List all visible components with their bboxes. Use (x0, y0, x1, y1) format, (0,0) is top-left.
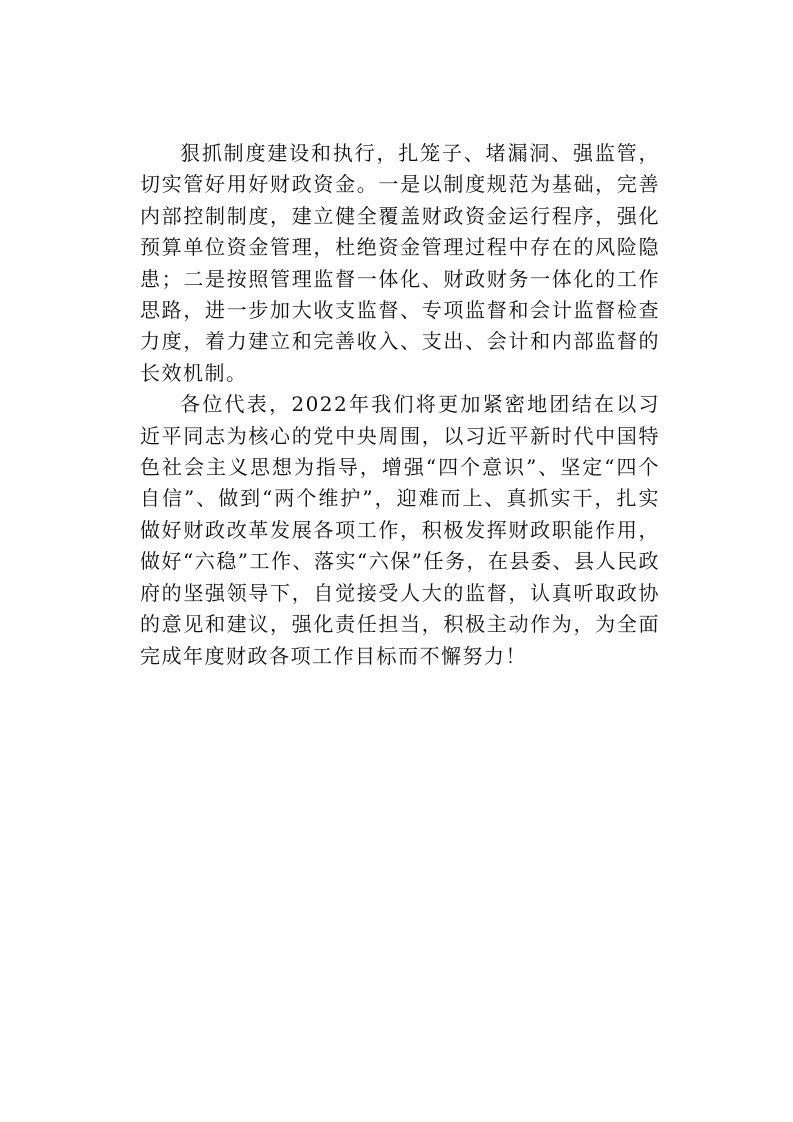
paragraph-closing-remarks: 各位代表，2022年我们将更加紧密地团结在以习近平同志为核心的党中央周围，以习近平新时代中国特色社会主义思想为指导，增强“四个意识”、坚定“四个自信”、做到“两个维护”，迎难而上、真抓实干，扎实做好财政改革发展各项工作，积极发挥财政职能作用，做好“六稳”工作、落实“六保”任务，在县委、县人民政府的坚强领导下，自觉接受人大的监督，认真听取政协的意见和建议，强化责任担当，积极主动作为，为全面完成年度财政各项工作目标而不懈努力！ (140, 392, 660, 668)
body-text (140, 138, 660, 672)
paragraph-fiscal-supervision: 狠抓制度建设和执行，扎笼子、堵漏洞、强监管，切实管好用好财政资金。一是以制度规范为基础，完善内部控制制度，建立健全覆盖财政资金运行程序，强化预算单位资金管理，杜绝资金管理过程中存在的风险隐患；二是按照管理监督一体化、财政财务一体化的工作思路，进一步加大收支监督、专项监督和会计监督检查力度，着力建立和完善收入、支出、会计和内部监督的长效机制。 (140, 141, 660, 385)
